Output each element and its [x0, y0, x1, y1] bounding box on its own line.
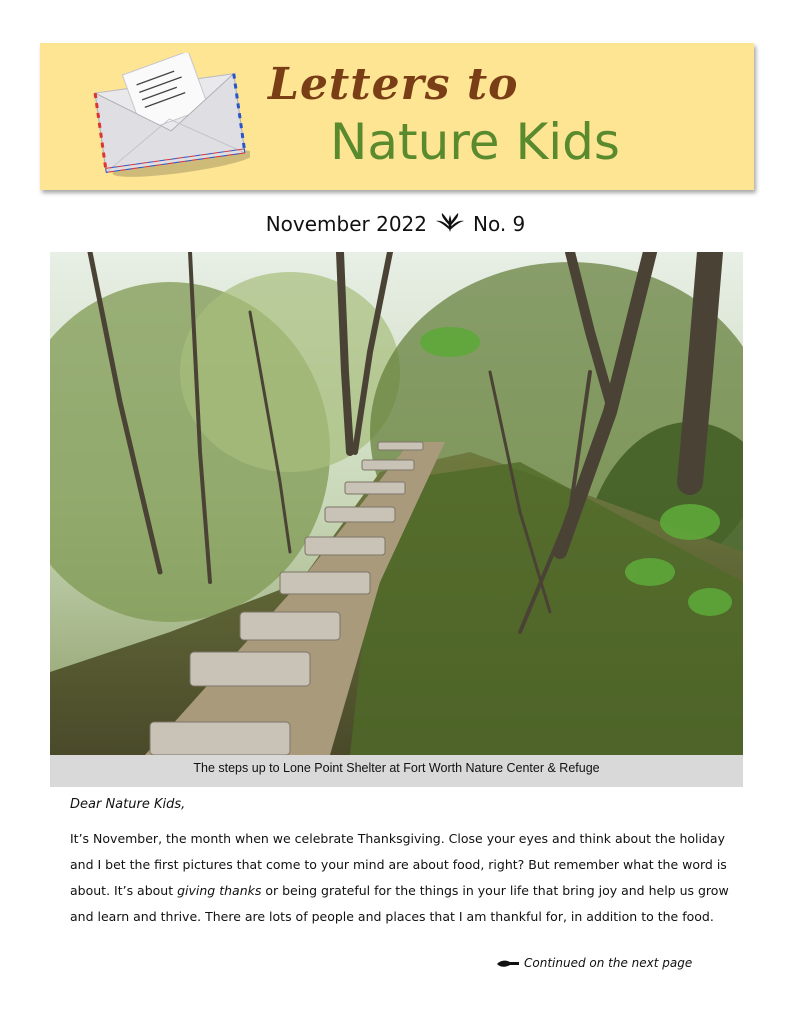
photo-caption: The steps up to Lone Point Shelter at Fort Worth Nature Center & Refuge: [50, 755, 743, 787]
letter-salutation: Dear Nature Kids,: [70, 797, 186, 812]
letter-body: [70, 826, 730, 930]
continued-note: [496, 956, 692, 970]
issue-number: No. 9: [473, 212, 526, 236]
masthead-banner: [40, 43, 754, 190]
issue-date: November 2022: [265, 212, 427, 236]
emphasis-giving-thanks: giving thanks: [177, 883, 262, 898]
trail-photo: [50, 252, 743, 755]
letter-paragraph: It’s November, the month when we celebrate Thanksgiving. Close your eyes and think about the holiday and I bet the first pictures that come to your mind are about food, right? But remember what the word is about. It’s about giving thanks or being grateful for the things in your life that bring joy and help us grow and learn and thrive. There are lots of people and places that I am thankful for, in addition to the food.: [70, 831, 729, 924]
continued-text[interactable]: Continued on the next page: [524, 956, 693, 970]
issue-line: [0, 212, 791, 239]
pointing-hand-icon: [496, 959, 520, 969]
masthead-title-line2: Nature Kids: [330, 113, 620, 171]
masthead-title-line1: Letters to: [268, 59, 519, 110]
envelope-icon: [90, 53, 250, 181]
fleuron-icon: [433, 212, 467, 239]
